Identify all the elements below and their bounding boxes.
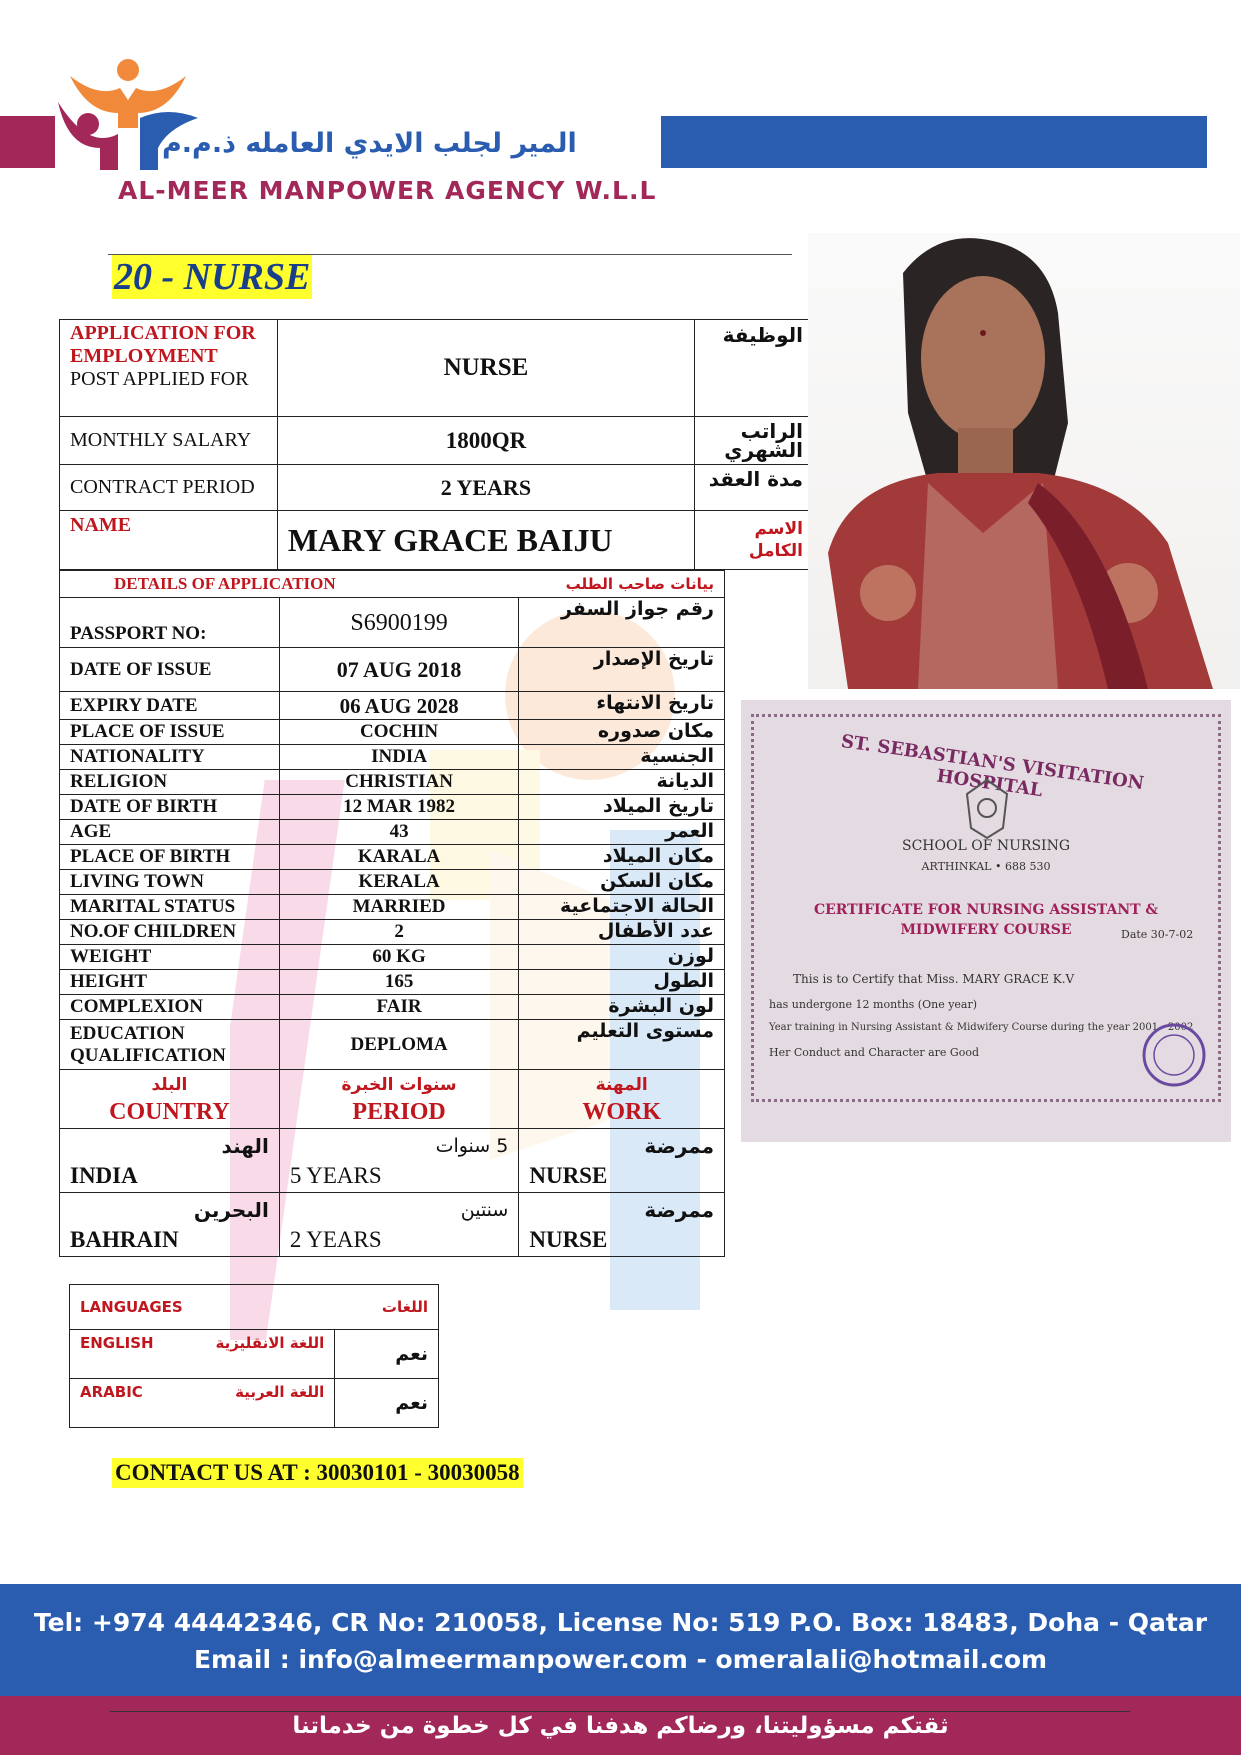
details-label-ar: الطول bbox=[519, 970, 725, 995]
details-row bbox=[60, 820, 725, 845]
country-header-ar: البلد bbox=[151, 1075, 188, 1095]
details-row bbox=[60, 648, 725, 692]
header-right-bar bbox=[661, 116, 1207, 168]
country-header bbox=[60, 1070, 280, 1129]
details-row bbox=[60, 1020, 725, 1070]
details-row bbox=[60, 845, 725, 870]
details-value: KERALA bbox=[279, 870, 519, 895]
details-label: NATIONALITY bbox=[60, 745, 280, 770]
experience-cell-country bbox=[60, 1129, 280, 1193]
experience-period-en: 2 YEARS bbox=[289, 1226, 382, 1252]
details-label: LIVING TOWN bbox=[60, 870, 280, 895]
details-label: RELIGION bbox=[60, 770, 280, 795]
certificate-image bbox=[741, 700, 1231, 1142]
work-header-en: WORK bbox=[582, 1099, 661, 1125]
details-label-ar: الديانة bbox=[519, 770, 725, 795]
contract-value: 2 YEARS bbox=[277, 465, 694, 511]
page-title: 20 - NURSE bbox=[114, 256, 311, 298]
languages-body bbox=[70, 1330, 439, 1428]
name-row bbox=[60, 511, 814, 570]
details-header-ar: بيانات صاحب الطلب bbox=[565, 575, 714, 593]
details-value: KARALA bbox=[279, 845, 519, 870]
details-row bbox=[60, 920, 725, 945]
details-header-row bbox=[60, 571, 725, 598]
details-label-ar: مكان السكن bbox=[519, 870, 725, 895]
salary-label-ar: الراتب الشهري bbox=[695, 417, 814, 465]
language-name-ar: اللغة الانقليزية bbox=[215, 1334, 325, 1352]
details-value: 07 AUG 2018 bbox=[279, 648, 519, 692]
details-body bbox=[60, 598, 725, 1070]
footer-slogan: ثقتكم مسؤوليتنا، ورضاكم هدفنا في كل خطوة من خدماتنا bbox=[0, 1696, 1241, 1755]
details-value: 12 MAR 1982 bbox=[279, 795, 519, 820]
details-label-ar: الجنسية bbox=[519, 745, 725, 770]
details-value: 06 AUG 2028 bbox=[279, 692, 519, 720]
certificate-emblem-icon bbox=[963, 778, 1011, 840]
company-name-english: AL-MEER MANPOWER AGENCY W.L.L bbox=[118, 176, 657, 205]
language-name-ar: اللغة العربية bbox=[235, 1383, 325, 1401]
details-label-ar: لوزن bbox=[519, 945, 725, 970]
language-row bbox=[70, 1330, 439, 1379]
period-header-ar: سنوات الخبرة bbox=[341, 1075, 457, 1095]
experience-body bbox=[60, 1129, 725, 1257]
salary-label: MONTHLY SALARY bbox=[60, 417, 278, 465]
work-header-ar: المهنة bbox=[595, 1075, 648, 1095]
experience-period-ar: سنتين bbox=[460, 1198, 509, 1221]
certificate-title: CERTIFICATE FOR NURSING ASSISTANT & MIDWIFERY COURSE bbox=[813, 902, 1159, 938]
languages-header-cell bbox=[70, 1285, 439, 1330]
experience-period-en: 5 YEARS bbox=[289, 1162, 382, 1188]
experience-work-ar: ممرضة bbox=[644, 1133, 714, 1158]
language-name-cell bbox=[70, 1379, 335, 1428]
applicant-photo bbox=[808, 233, 1240, 689]
experience-country-ar: البحرين bbox=[193, 1197, 269, 1222]
post-label-cell bbox=[60, 320, 278, 417]
experience-cell-work bbox=[519, 1193, 725, 1257]
country-header-en: COUNTRY bbox=[109, 1099, 230, 1125]
certificate-undergone: has undergone 12 months (One year) bbox=[769, 998, 978, 1011]
salary-row bbox=[60, 417, 814, 465]
details-row bbox=[60, 598, 725, 648]
details-value: 43 bbox=[279, 820, 519, 845]
experience-cell-period bbox=[279, 1193, 519, 1257]
details-row bbox=[60, 895, 725, 920]
name-label: NAME bbox=[60, 511, 278, 570]
details-value: CHRISTIAN bbox=[279, 770, 519, 795]
experience-cell-country bbox=[60, 1193, 280, 1257]
details-value: DEPLOMA bbox=[279, 1020, 519, 1070]
details-row bbox=[60, 770, 725, 795]
contract-label-ar: مدة العقد bbox=[695, 465, 814, 511]
period-header bbox=[279, 1070, 519, 1129]
details-label-ar: تاريخ الإصدار bbox=[519, 648, 725, 692]
details-value: COCHIN bbox=[279, 720, 519, 745]
post-value: NURSE bbox=[277, 320, 694, 417]
details-label: AGE bbox=[60, 820, 280, 845]
experience-header-row bbox=[60, 1070, 725, 1129]
details-label: DATE OF ISSUE bbox=[60, 648, 280, 692]
post-label-ar: الوظيفة bbox=[695, 320, 814, 417]
experience-country-en: BAHRAIN bbox=[70, 1226, 179, 1252]
languages-header-ar: اللغات bbox=[381, 1298, 428, 1316]
language-name-en: ENGLISH bbox=[80, 1334, 154, 1352]
details-label: PLACE OF ISSUE bbox=[60, 720, 280, 745]
details-label: PASSPORT NO: bbox=[60, 598, 280, 648]
languages-header-row bbox=[70, 1285, 439, 1330]
details-value: 60 KG bbox=[279, 945, 519, 970]
certificate-hospital: ST. SEBASTIAN'S VISITATION HOSPITAL bbox=[839, 730, 1146, 802]
experience-work-en: NURSE bbox=[529, 1226, 608, 1252]
details-label: HEIGHT bbox=[60, 970, 280, 995]
details-header-cell bbox=[60, 571, 725, 598]
details-label: COMPLEXION bbox=[60, 995, 280, 1020]
application-label: APPLICATION FOR EMPLOYMENT bbox=[70, 322, 256, 367]
details-row bbox=[60, 945, 725, 970]
details-header-en: DETAILS OF APPLICATION bbox=[114, 574, 336, 593]
period-header-en: PERIOD bbox=[352, 1099, 446, 1125]
details-label: PLACE OF BIRTH bbox=[60, 845, 280, 870]
experience-row bbox=[60, 1129, 725, 1193]
certificate-place: ARTHINKAL • 688 530 bbox=[921, 860, 1051, 873]
experience-country-en: INDIA bbox=[70, 1162, 138, 1188]
languages-header-en: LANGUAGES bbox=[80, 1298, 183, 1316]
contract-label: CONTRACT PERIOD bbox=[60, 465, 278, 511]
contact-banner: CONTACT US AT : 30030101 - 30030058 bbox=[112, 1458, 523, 1488]
details-label: DATE OF BIRTH bbox=[60, 795, 280, 820]
details-row bbox=[60, 995, 725, 1020]
language-row bbox=[70, 1379, 439, 1428]
details-value: FAIR bbox=[279, 995, 519, 1020]
post-row bbox=[60, 320, 814, 417]
details-table bbox=[59, 570, 725, 1257]
post-applied-label: POST APPLIED FOR bbox=[70, 368, 249, 390]
details-label-ar: تاريخ الميلاد bbox=[519, 795, 725, 820]
header-left-bar bbox=[0, 116, 55, 168]
experience-cell-work bbox=[519, 1129, 725, 1193]
details-label-ar: الحالة الاجتماعية bbox=[519, 895, 725, 920]
details-label: WEIGHT bbox=[60, 945, 280, 970]
language-name-en: ARABIC bbox=[80, 1383, 143, 1401]
details-row bbox=[60, 870, 725, 895]
details-label-ar: العمر bbox=[519, 820, 725, 845]
language-answer: نعم bbox=[335, 1379, 439, 1428]
details-row bbox=[60, 745, 725, 770]
details-label-ar: مكان صدوره bbox=[519, 720, 725, 745]
details-row bbox=[60, 720, 725, 745]
details-row bbox=[60, 970, 725, 995]
footer-line-2: Email : info@almeermanpower.com - omeralali@hotmail.com bbox=[193, 1645, 1048, 1674]
details-label-ar: تاريخ الانتهاء bbox=[519, 692, 725, 720]
experience-work-en: NURSE bbox=[529, 1162, 608, 1188]
experience-cell-period bbox=[279, 1129, 519, 1193]
certificate-date: Date 30-7-02 bbox=[1121, 928, 1194, 941]
details-label-ar: مستوى التعليم bbox=[519, 1020, 725, 1070]
footer-divider bbox=[110, 1711, 1130, 1712]
certificate-seal-icon bbox=[1139, 1020, 1209, 1090]
application-table bbox=[59, 319, 814, 570]
work-header bbox=[519, 1070, 725, 1129]
details-label: EDUCATION QUALIFICATION bbox=[60, 1020, 280, 1070]
company-name-arabic: المير لجلب الايدي العامله ذ.م.م bbox=[162, 128, 577, 159]
name-label-ar: الاسم الكامل bbox=[695, 511, 814, 570]
certificate-conduct: Her Conduct and Character are Good bbox=[769, 1046, 979, 1059]
details-label-ar: مكان الميلاد bbox=[519, 845, 725, 870]
details-label-ar: عدد الأطفال bbox=[519, 920, 725, 945]
applicant-portrait-icon bbox=[808, 233, 1240, 689]
language-name-cell bbox=[70, 1330, 335, 1379]
details-label: NO.OF CHILDREN bbox=[60, 920, 280, 945]
name-value: MARY GRACE BAIJU bbox=[277, 511, 694, 570]
details-value: INDIA bbox=[279, 745, 519, 770]
details-label-ar: رقم جواز السفر bbox=[519, 598, 725, 648]
details-value: S6900199 bbox=[279, 598, 519, 648]
details-label: MARITAL STATUS bbox=[60, 895, 280, 920]
certificate-certify: This is to Certify that Miss. MARY GRACE K.V bbox=[793, 972, 1075, 986]
certificate-school: SCHOOL OF NURSING bbox=[902, 838, 1070, 854]
experience-country-ar: الهند bbox=[221, 1133, 269, 1158]
details-value: 2 bbox=[279, 920, 519, 945]
experience-period-ar: 5 سنوات bbox=[435, 1134, 509, 1157]
footer-contact bbox=[0, 1584, 1241, 1696]
languages-table bbox=[69, 1284, 439, 1428]
contract-row bbox=[60, 465, 814, 511]
details-row bbox=[60, 795, 725, 820]
details-label-ar: لون البشرة bbox=[519, 995, 725, 1020]
language-answer: نعم bbox=[335, 1330, 439, 1379]
details-label: EXPIRY DATE bbox=[60, 692, 280, 720]
experience-work-ar: ممرضة bbox=[644, 1197, 714, 1222]
details-value: 165 bbox=[279, 970, 519, 995]
footer-line-1: Tel: +974 44442346, CR No: 210058, License No: 519 P.O. Box: 18483, Doha - Qatar bbox=[33, 1608, 1208, 1637]
details-value: MARRIED bbox=[279, 895, 519, 920]
experience-row bbox=[60, 1193, 725, 1257]
salary-value: 1800QR bbox=[277, 417, 694, 465]
certificate-training: Year training in Nursing Assistant & Midwifery Course during the year 2001 - 2002 bbox=[769, 1022, 1194, 1033]
details-row bbox=[60, 692, 725, 720]
